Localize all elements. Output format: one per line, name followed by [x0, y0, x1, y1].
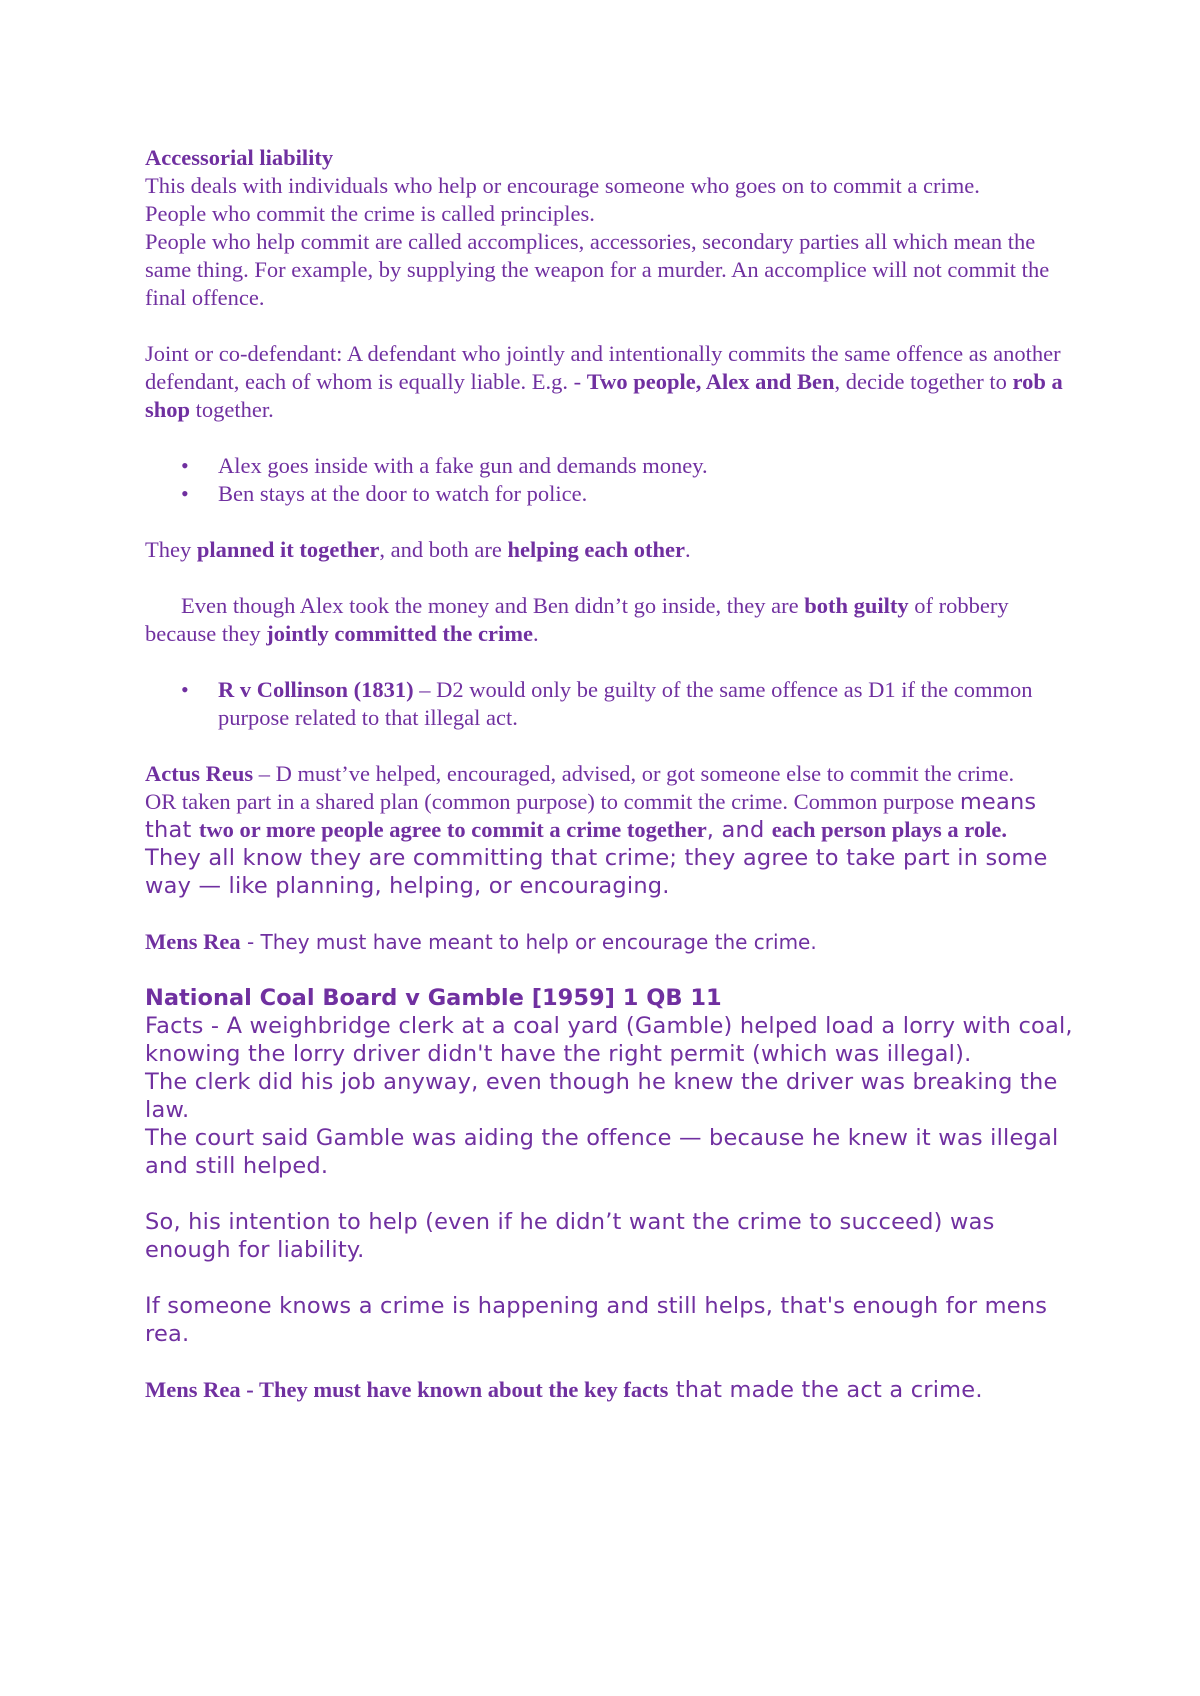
example-bullet-list — [145, 452, 1075, 508]
intention-paragraph: So, his intention to help (even if he didn’t want the crime to succeed) was enough for liability. — [145, 1209, 995, 1263]
intro-line-1: This deals with individuals who help or encourage someone who goes on to commit a crime. — [145, 173, 980, 198]
actus-reus-paragraph: Actus Reus – D must’ve helped, encouraged, advised, or got someone else to commit the crime. — [145, 761, 1015, 786]
agreement-paragraph: They all know they are committing that crime; they agree to take part in some way — like planning, helping, or encouraging. — [145, 845, 1048, 899]
document-page — [145, 144, 1075, 1404]
section-heading: Accessorial liability — [145, 145, 334, 170]
common-purpose-paragraph: OR taken part in a shared plan (common purpose) to commit the crime. Common purpose means that two or more people agree to commit a crime together, and each person plays a role. — [145, 789, 1037, 843]
list-item: • Alex goes inside with a fake gun and demands money. — [145, 452, 1075, 480]
even-though-paragraph: Even though Alex took the money and Ben didn’t go inside, they are both guilty of robbery because they jointly committed the crime. — [145, 593, 1009, 646]
mens-rea-knowledge-paragraph: Mens Rea - They must have known about the key facts that made the act a crime. — [145, 1377, 983, 1403]
case-facts: Facts - A weighbridge clerk at a coal yard (Gamble) helped load a lorry with coal, knowing the lorry driver didn't have the right permit (which was illegal). — [145, 1013, 1073, 1067]
planned-paragraph: They planned it together, and both are helping each other. — [145, 537, 691, 562]
case-title: National Coal Board v Gamble [1959] 1 QB 11 — [145, 985, 722, 1011]
intro-line-3: People who help commit are called accomplices, accessories, secondary parties all which mean the same thing. For example, by supplying the weapon for a murder. An accomplice will not commit the final offence. — [145, 229, 1050, 310]
case-clerk: The clerk did his job anyway, even though he knew the driver was breaking the law. — [145, 1069, 1058, 1123]
knowledge-paragraph: If someone knows a crime is happening and still helps, that's enough for mens rea. — [145, 1293, 1048, 1347]
joint-paragraph: Joint or co-defendant: A defendant who jointly and intentionally commits the same offence as another defendant, each of whom is equally liable. E.g. - Two people, Alex and Ben, decide together to rob a shop together. — [145, 341, 1063, 422]
mens-rea-paragraph: Mens Rea - They must have meant to help or encourage the crime. — [145, 929, 817, 954]
case-court: The court said Gamble was aiding the offence — because he knew it was illegal and still helped. — [145, 1125, 1059, 1179]
case-bullet-list — [145, 676, 1075, 732]
list-item: • R v Collinson (1831) – D2 would only be guilty of the same offence as D1 if the common purpose related to that illegal act. — [145, 676, 1075, 732]
intro-line-2: People who commit the crime is called principles. — [145, 201, 595, 226]
list-item: • Ben stays at the door to watch for police. — [145, 480, 1075, 508]
